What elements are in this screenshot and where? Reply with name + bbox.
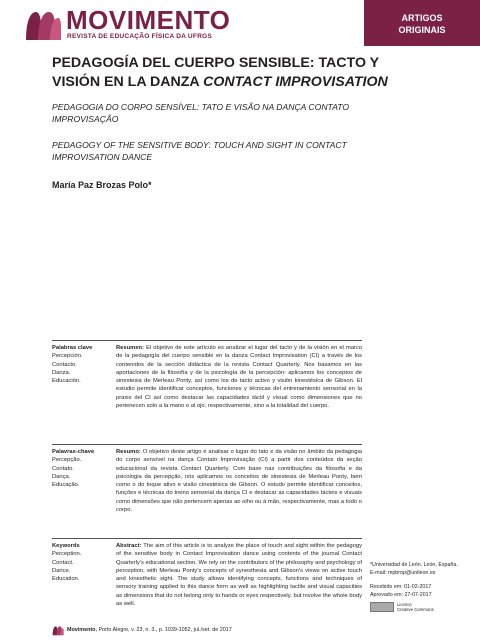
keyword: Contato. [52,465,74,472]
abstract-label: Resumo: [116,449,141,455]
title-portuguese: PEDAGOGIA DO CORPO SENSÍVEL: TATO E VISÃO NA DANÇA CONTATO IMPROVISAÇÃO [52,102,350,124]
journal-subtitle: REVISTA DE EDUCAÇÃO FÍSICA DA UFRGS [67,33,212,40]
title-spanish-main: PEDAGOGÍA DEL CUERPO SENSIBLE: TACTO Y VISIÓN EN LA DANZA [52,55,379,90]
keyword: Dança. [52,473,71,480]
license-text [397,602,434,612]
title-spanish-italic: CONTACT IMPROVISATION [203,74,388,90]
article-dates [370,584,470,599]
keyword: Percepção. [52,457,82,464]
footer-citation [67,627,232,633]
abstract-body: El objetivo de este artículo es analizar el lugar del tacto y de la visión en el marco de la pedagogía del cuerpo sensible en la danza Contact Improvisation (CI) a través de los contenidos de la sección didáctica de la revista Contact Quarterly. Nos basamos en las aportaciones de la filosofía y de la psicología de la percepción: aplicamos los conceptos de sinestesia de Merleau Ponty, así como los de tacto activo y visión kinestésica de Gibson. El estudio permite identificar conceptos, funciones y técnicas del entrenamiento sensorial en la praxis del CI así como destacar las capacidades táctil y visual como dimensiones que no pertenecen solo a la mano o al ojo, respectivamente, sino a la totalidad del cuerpo. [116,345,362,410]
keyword: Education. [52,576,80,583]
keyword: Contact. [52,559,74,566]
abstract-label: Abstract: [116,543,142,549]
approved-date: Aprovado em: 27-07-2017 [370,591,432,598]
keyword: Perception. [52,551,82,558]
footer-details: , Porto Alegre, v. 23, n. 3., p. 1039-1052, jul./set. de 2017 [95,627,232,633]
title-english: PEDAGOGY OF THE SENSITIVE BODY: TOUCH AND SIGHT IN CONTACT IMPROVISATION DANCE [52,140,347,162]
divider [52,444,362,445]
section-tab-line2: ORIGINAIS [398,25,446,35]
section-tab-line1: ARTIGOS [401,13,443,23]
abstract-body: O objetivo deste artigo é analisar o lugar do tato e da visão no âmbito da pedagogia do corpo sensível na dança Contato Improvisação (CI) a partir dos conteúdos da seção educacional da revista Contact Quarterly. Com base nas contribuições da filosofia e da psicologia da percepção, nós aplicamos os conceitos de sinestesia de Merleau Ponty, bem como o do toque ativo e visão cinestésica de Gibson. O estudo permite identificar conceitos, funções e técnicas do treino sensorial da dança CI e destacar as capacidades tácteis e visuais como dimensões que não pertencem apenas ao olho ou à mão, respectivamente, mas a todo o corpo. [116,449,362,514]
received-date: Recebido em: 01-02-2017 [370,584,432,590]
journal-name: MOVIMENTO [66,5,231,35]
keyword: Danza. [52,369,71,376]
keywords-heading: Keywords [52,543,80,549]
creative-commons-badge-icon[interactable] [370,602,394,612]
keyword: Educación. [52,378,81,385]
keywords-column [52,542,114,583]
abstract-text [116,344,362,410]
keyword: Contacto. [52,361,77,368]
keywords-heading: Palavras-chave [52,449,95,455]
abstract-text [116,542,362,608]
divider [52,538,362,539]
author-affiliation [370,562,470,577]
keywords-column [52,448,114,489]
keyword: Educação. [52,482,80,489]
license-line: Creative Commons [397,607,434,612]
abstract-body: The aim of this article is to analyze the place of touch and sight within the pedagogy of the sensitive body in Contact Improvisation dance using contents of the journal Contact Quarterly's educational section. We rely on the contributors of the philosophy and psychology of perception, with Merleau Ponty's concepts of synesthesia and Gibson's views on active touch and kinesthetic sight. The study allows identifying concepts, functions and techniques of sensory training applied to this dance form as well as highlighting tactile and visual capacities as dimensions that do not belong only to hands or eyes respectively, but involve the whole body as well. [116,543,362,608]
license-line: Licence [397,602,412,607]
keyword: Percepción. [52,353,83,360]
keywords-heading: Palabras clave [52,345,93,351]
keywords-column [52,344,114,385]
abstract-text [116,448,362,514]
journal-logo [24,6,244,46]
journal-emblem-icon [24,8,62,42]
keyword: Dance. [52,567,71,574]
divider [52,340,362,341]
section-tab [364,0,480,46]
author-name: María Paz Brozas Polo* [52,180,152,190]
affiliation-email[interactable]: E-mail: mpbrop@unileon.es [370,569,436,576]
title-spanish [52,54,412,92]
abstract-label: Resumen: [116,345,145,351]
affiliation-line: *Universidad de León. León, España. [370,562,458,568]
page-footer [0,622,480,640]
license [370,602,470,614]
journal-emblem-icon [52,625,64,636]
footer-journal: Movimento [67,627,96,633]
